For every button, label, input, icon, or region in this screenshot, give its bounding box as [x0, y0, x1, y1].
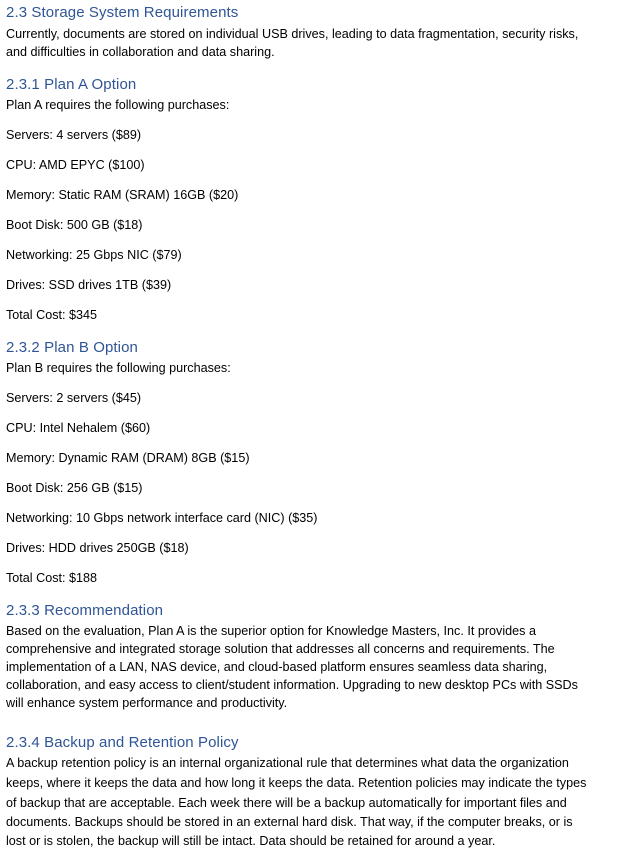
plan-b-item: Servers: 2 servers ($45)	[6, 391, 142, 405]
backup-policy-line: documents. Backups should be stored in an external hard disk. That way, if the computer breaks, or is	[6, 815, 573, 829]
backup-policy-line: A backup retention policy is an internal organizational rule that determines what data the organization	[6, 756, 569, 770]
plan-b-item: Networking: 10 Gbps network interface card (NIC) ($35)	[6, 511, 318, 525]
recommendation-line: implementation of a LAN, NAS device, and cloud-based platform ensures seamless data sharing,	[6, 660, 548, 674]
backup-policy-line: of backup that are acceptable. Each week there will be a backup automatically for important files and	[6, 796, 567, 810]
plan-a-item: Drives: SSD drives 1TB ($39)	[6, 278, 172, 292]
recommendation-line: comprehensive and integrated storage solution that addresses all concerns and requirements. The	[6, 642, 555, 656]
plan-b-item: Memory: Dynamic RAM (DRAM) 8GB ($15)	[6, 451, 250, 465]
heading-backup-retention-policy: 2.3.4 Backup and Retention Policy	[6, 734, 239, 751]
plan-b-intro: Plan B requires the following purchases:	[6, 361, 231, 375]
heading-plan-b-option: 2.3.2 Plan B Option	[6, 339, 138, 356]
storage-paragraph-line: and difficulties in collaboration and data sharing.	[6, 45, 275, 59]
storage-paragraph-line: Currently, documents are stored on individual USB drives, leading to data fragmentation, security risks,	[6, 27, 579, 41]
backup-policy-line: lost or is stolen, the backup will still be intact. Data should be retained for around a year.	[6, 834, 496, 848]
plan-b-item: Drives: HDD drives 250GB ($18)	[6, 541, 189, 555]
recommendation-line: will enhance system performance and productivity.	[6, 696, 288, 710]
plan-a-total: Total Cost: $345	[6, 308, 98, 322]
heading-recommendation: 2.3.3 Recommendation	[6, 602, 164, 619]
plan-a-intro: Plan A requires the following purchases:	[6, 98, 230, 112]
plan-a-item: Networking: 25 Gbps NIC ($79)	[6, 248, 182, 262]
heading-plan-a-option: 2.3.1 Plan A Option	[6, 76, 137, 93]
plan-a-item: CPU: AMD EPYC ($100)	[6, 158, 145, 172]
backup-policy-line: keeps, where it keeps the data and how long it keeps the data. Retention policies may indicate the types	[6, 776, 587, 790]
heading-storage-system-requirements: 2.3 Storage System Requirements	[6, 4, 239, 21]
plan-b-total: Total Cost: $188	[6, 571, 98, 585]
plan-a-item: Boot Disk: 500 GB ($18)	[6, 218, 143, 232]
plan-a-item: Memory: Static RAM (SRAM) 16GB ($20)	[6, 188, 239, 202]
plan-b-item: CPU: Intel Nehalem ($60)	[6, 421, 151, 435]
plan-b-item: Boot Disk: 256 GB ($15)	[6, 481, 143, 495]
recommendation-line: collaboration, and easy access to client/student information. Upgrading to new desktop PCs with SSDs	[6, 678, 578, 692]
plan-a-item: Servers: 4 servers ($89)	[6, 128, 142, 142]
recommendation-line: Based on the evaluation, Plan A is the superior option for Knowledge Masters, Inc. It provides a	[6, 624, 536, 638]
